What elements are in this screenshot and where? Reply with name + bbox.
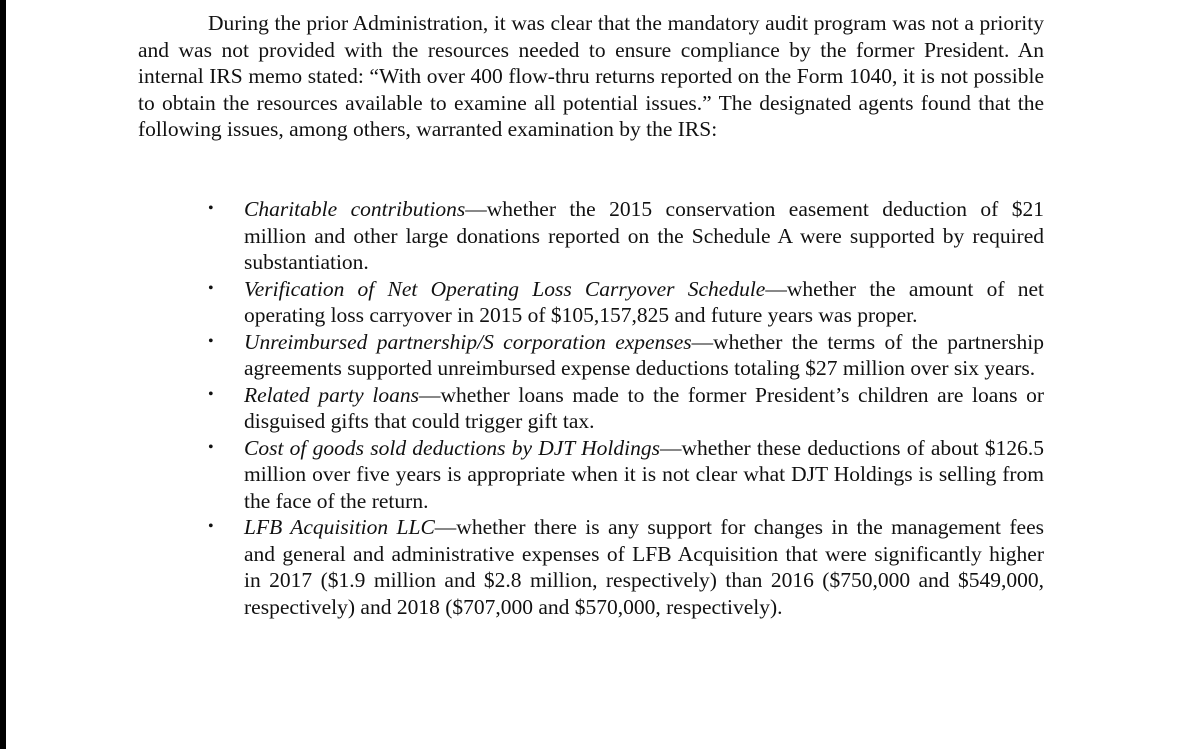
issue-detail: —whether loans made to the former President’s children are loans or disguised gifts that could trigger gift tax. (244, 382, 1044, 433)
issue-detail: —whether the 2015 conservation easement deduction of $21 million and other large donations reported on the Schedule A were supported by required substantiation. (244, 197, 1044, 274)
issue-detail: —whether these deductions of about $126.5 million over five years is appropriate when it is not clear what DJT Holdings is selling from the face of the return. (244, 435, 1044, 513)
issue-detail: —whether the amount of net operating loss carryover in 2015 of $105,157,825 and future years was proper. (244, 276, 1044, 327)
bullet-icon: • (208, 332, 214, 350)
list-item (206, 276, 1044, 329)
intro-paragraph: During the prior Administration, it was clear that the mandatory audit program was not a priority and was not provided with the resources needed to ensure compliance by the former President. An internal IRS memo stated: “With over 400 flow-thru returns reported on the Form 1040, it is not possible to obtain the resources available to examine all potential issues.” The designated agents found that the following issues, among others, warranted examination by the IRS: (138, 11, 1044, 141)
issues-list (206, 196, 1044, 620)
issue-term: Verification of Net Operating Loss Carryover Schedule (244, 276, 766, 301)
issue-detail: —whether there is any support for changes in the management fees and general and administrative expenses of LFB Acquisition that were significantly higher in 2017 ($1.9 million and $2.8 million, respectively) than 2016 ($750,000 and $549,000, respectively) and 2018 ($707,000 and $570,000, respectively). (244, 515, 1044, 619)
issue-term: LFB Acquisition LLC (244, 515, 435, 539)
list-item (206, 196, 1044, 276)
issue-term: Charitable contributions (244, 197, 466, 221)
issue-term: Unreimbursed partnership/S corporation expenses (244, 329, 692, 354)
bullet-icon: • (208, 385, 214, 403)
list-item (206, 514, 1044, 620)
bullet-icon: • (208, 200, 214, 217)
issue-term: Related party loans (244, 382, 419, 407)
list-item (206, 329, 1044, 382)
issue-term: Cost of goods sold deductions by DJT Holdings (244, 435, 660, 460)
issue-detail: —whether the terms of the partnership agreements supported unreimbursed expense deductions totaling $27 million over six years. (244, 329, 1045, 380)
document-page (6, 0, 1200, 749)
bullet-icon: • (208, 279, 214, 297)
list-item (206, 382, 1044, 435)
bullet-icon: • (208, 438, 214, 456)
bullet-icon: • (208, 518, 214, 535)
list-item (206, 435, 1044, 515)
